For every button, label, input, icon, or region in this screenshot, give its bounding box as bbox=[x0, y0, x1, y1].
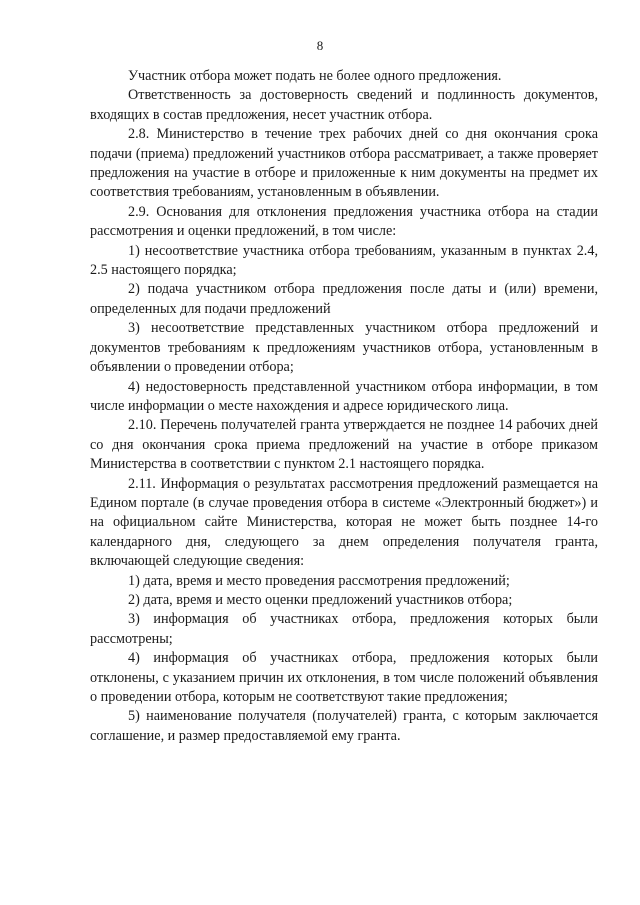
paragraph-2-9-item-1: 1) несоответствие участника отбора требованиям, указанным в пунктах 2.4, 2.5 настоящего порядка; bbox=[90, 242, 598, 279]
document-body bbox=[90, 67, 598, 746]
paragraph-2-9-item-3: 3) несоответствие представленных участником отбора предложений и документов требованиям к предложениям участников отбора, установленным в объявлении о проведении отбора; bbox=[90, 320, 598, 376]
paragraph-2-9-item-2: 2) подача участником отбора предложения после даты и (или) времени, определенных для подачи предложений bbox=[90, 281, 598, 317]
paragraph-2-8: 2.8. Министерство в течение трех рабочих дней со дня окончания срока подачи (приема) предложений участников отбора рассматривает, а также проверяет предложения на участие в отборе и приложенные к ним документы на предмет их соответствия требованиям, установленным в объявлении. bbox=[90, 126, 598, 201]
paragraph-2-11-item-5: 5) наименование получателя (получателей) гранта, с которым заключается соглашение, и размер предоставляемой ему гранта. bbox=[90, 708, 598, 744]
paragraph-2-9-item-4: 4) недостоверность представленной участником отбора информации, в том числе информации о месте нахождения и адресе юридического лица. bbox=[90, 378, 598, 414]
paragraph-2-11-item-1: 1) дата, время и место проведения рассмотрения предложений; bbox=[128, 572, 510, 589]
paragraph-responsibility: Ответственность за достоверность сведений и подлинность документов, входящих в состав предложения, несет участник отбора. bbox=[90, 87, 598, 123]
paragraph-2-11-item-3: 3) информация об участниках отбора, предложения которых были рассмотрены; bbox=[90, 611, 598, 647]
paragraph-2-11-item-4: 4) информация об участниках отбора, предложения которых были отклонены, с указанием причин их отклонения, в том числе положений объявления о проведении отбора, которым не соответствуют такие предложения; bbox=[90, 650, 598, 705]
paragraph-2-10: 2.10. Перечень получателей гранта утверждается не позднее 14 рабочих дней со дня окончания срока приема предложений на участие в отборе приказом Министерства в соответствии с пунктом 2.1 настоящего порядка. bbox=[90, 417, 598, 473]
paragraph-2-11: 2.11. Информация о результатах рассмотрения предложений размещается на Едином портале (в случае проведения отбора в системе «Электронный бюджет») и на официальном сайте Министерства, которая не может быть позднее 14-го календарного дня, следующего за днем определения получателя гранта, включающей следующие сведения: bbox=[90, 475, 598, 570]
page-number: 8 bbox=[316, 38, 324, 53]
paragraph-participant-limit: Участник отбора может подать не более одного предложения. bbox=[128, 68, 502, 84]
paragraph-2-11-item-2: 2) дата, время и место оценки предложений участников отбора; bbox=[128, 591, 513, 608]
paragraph-2-9: 2.9. Основания для отклонения предложения участника отбора на стадии рассмотрения и оценки предложений, в том числе: bbox=[90, 203, 598, 240]
